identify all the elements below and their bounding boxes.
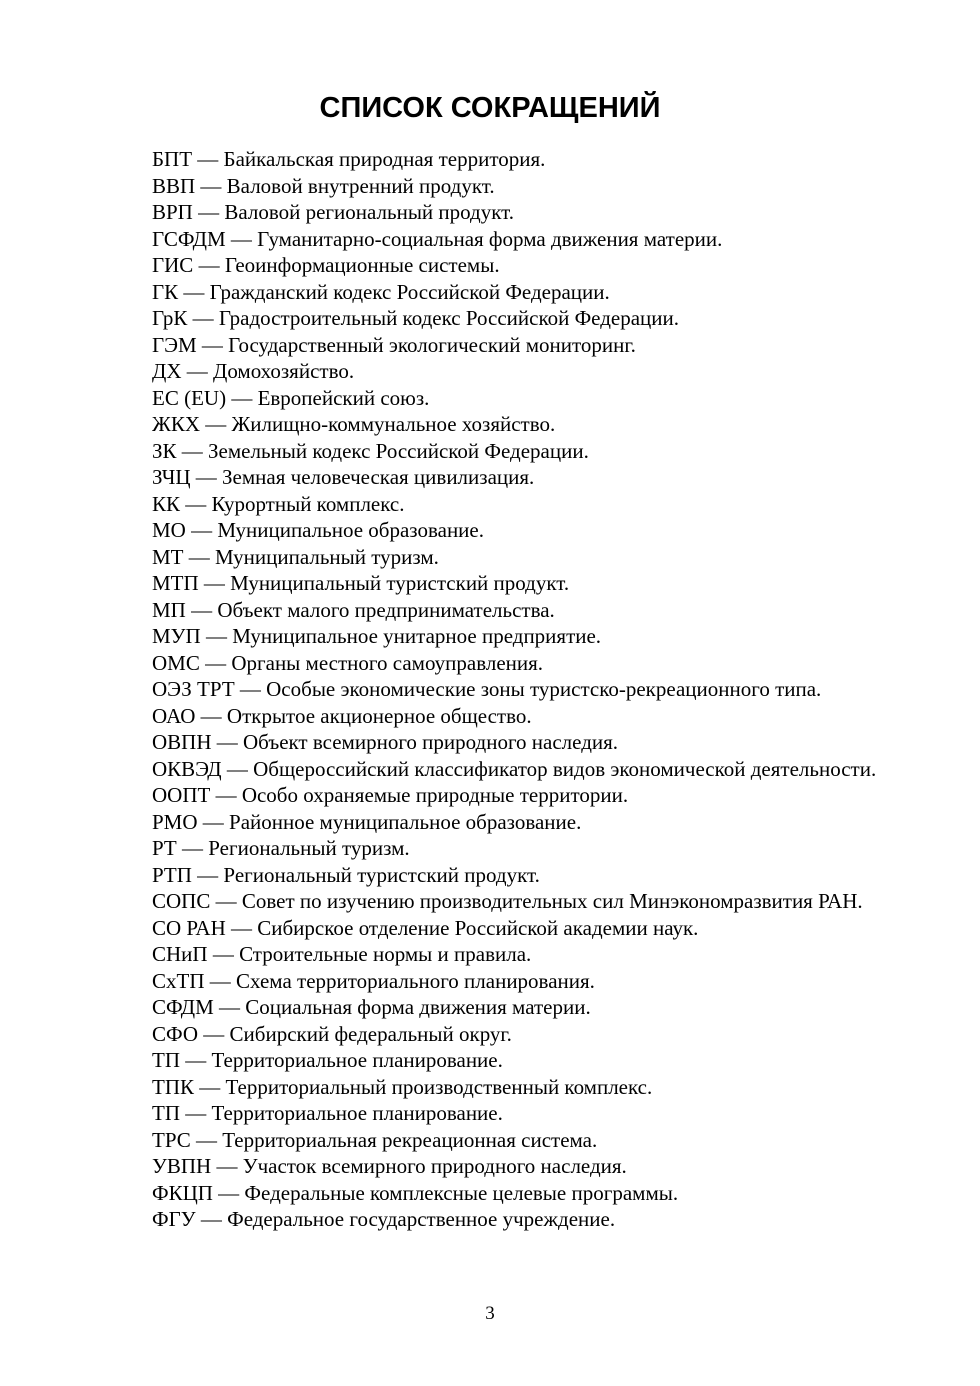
abbreviation-entry: ФКЦП — Федеральные комплексные целевые программы.: [152, 1180, 679, 1205]
abbreviation-entry: СхТП — Схема территориального планирования.: [152, 968, 595, 993]
abbreviation-entry: ВРП — Валовой региональный продукт.: [152, 200, 515, 224]
abbreviation-entry: ОМС — Органы местного самоуправления.: [152, 650, 544, 675]
abbreviation-entry: МТП — Муниципальный туристский продукт.: [152, 571, 570, 595]
abbreviation-entry: БПТ — Байкальская природная территория.: [152, 147, 546, 171]
abbreviation-entry: СФО — Сибирский федеральный округ.: [152, 1021, 512, 1046]
abbreviation-entry: ЗК — Земельный кодекс Российской Федерации.: [152, 438, 589, 463]
abbreviation-entry: РТ — Региональный туризм.: [152, 836, 410, 860]
abbreviation-entry: ГК — Гражданский кодекс Российской Федерации.: [152, 279, 610, 304]
abbreviation-entry: РТП — Региональный туристский продукт.: [152, 862, 540, 887]
abbreviation-entry: СНиП — Строительные нормы и правила.: [152, 942, 532, 966]
abbreviation-entry: СО РАН — Сибирское отделение Российской академии наук.: [152, 915, 699, 940]
abbreviation-entry: ГрК — Градостроительный кодекс Российской Федерации.: [152, 306, 680, 330]
page-title: СПИСОК СОКРАЩЕНИЙ: [319, 92, 661, 124]
abbreviation-entry: УВПН — Участок всемирного природного наследия.: [152, 1154, 627, 1178]
abbreviation-entry: ГИС — Геоинформационные системы.: [152, 253, 500, 277]
abbreviation-entry: МО — Муниципальное образование.: [152, 518, 484, 542]
abbreviation-entry: ООПТ — Особо охраняемые природные территории.: [152, 783, 629, 807]
abbreviation-entry: ОАО — Открытое акционерное общество.: [152, 703, 532, 728]
abbreviation-entry: СФДМ — Социальная форма движения материи.: [152, 995, 591, 1019]
abbreviation-list: [92, 146, 886, 1233]
abbreviation-entry: РМО — Районное муниципальное образование.: [152, 809, 582, 834]
abbreviation-entry: ФГУ — Федеральное государственное учреждение.: [152, 1207, 616, 1231]
abbreviation-entry: ТП — Территориальное планирование.: [152, 1048, 503, 1072]
abbreviation-entry: ОЭЗ ТРТ — Особые экономические зоны туристско-рекреационного типа.: [152, 677, 822, 701]
page-number: 3: [485, 1303, 495, 1324]
abbreviation-entry: МУП — Муниципальное унитарное предприятие.: [152, 624, 602, 648]
abbreviation-entry: ГЭМ — Государственный экологический мониторинг.: [152, 332, 636, 357]
abbreviation-entry: ОКВЭД — Общероссийский классификатор видов экономической деятельности.: [152, 756, 877, 781]
abbreviation-entry: СОПС — Совет по изучению производительных сил Минэкономразвития РАН.: [152, 889, 863, 913]
abbreviation-entry: ДХ — Домохозяйство.: [152, 359, 355, 383]
abbreviation-entry: ЕС (EU) — Европейский союз.: [152, 385, 430, 410]
abbreviation-entry: ТП — Территориальное планирование.: [152, 1101, 503, 1125]
abbreviation-entry: ЖКХ — Жилищно-коммунальное хозяйство.: [152, 412, 556, 436]
abbreviation-entry: ВВП — Валовой внутренний продукт.: [152, 173, 495, 198]
abbreviation-entry: ГСФДМ — Гуманитарно-социальная форма движения материи.: [152, 226, 723, 251]
abbreviation-entry: ЗЧЦ — Земная человеческая цивилизация.: [152, 465, 535, 489]
abbreviation-entry: ТРС — Территориальная рекреационная система.: [152, 1127, 598, 1152]
abbreviation-entry: ОВПН — Объект всемирного природного наследия.: [152, 730, 619, 754]
abbreviation-entry: ТПК — Территориальный производственный комплекс.: [152, 1074, 653, 1099]
abbreviation-entry: МП — Объект малого предпринимательства.: [152, 597, 555, 622]
abbreviation-entry: КК — Курортный комплекс.: [152, 491, 405, 516]
abbreviation-entry: МТ — Муниципальный туризм.: [152, 544, 439, 569]
